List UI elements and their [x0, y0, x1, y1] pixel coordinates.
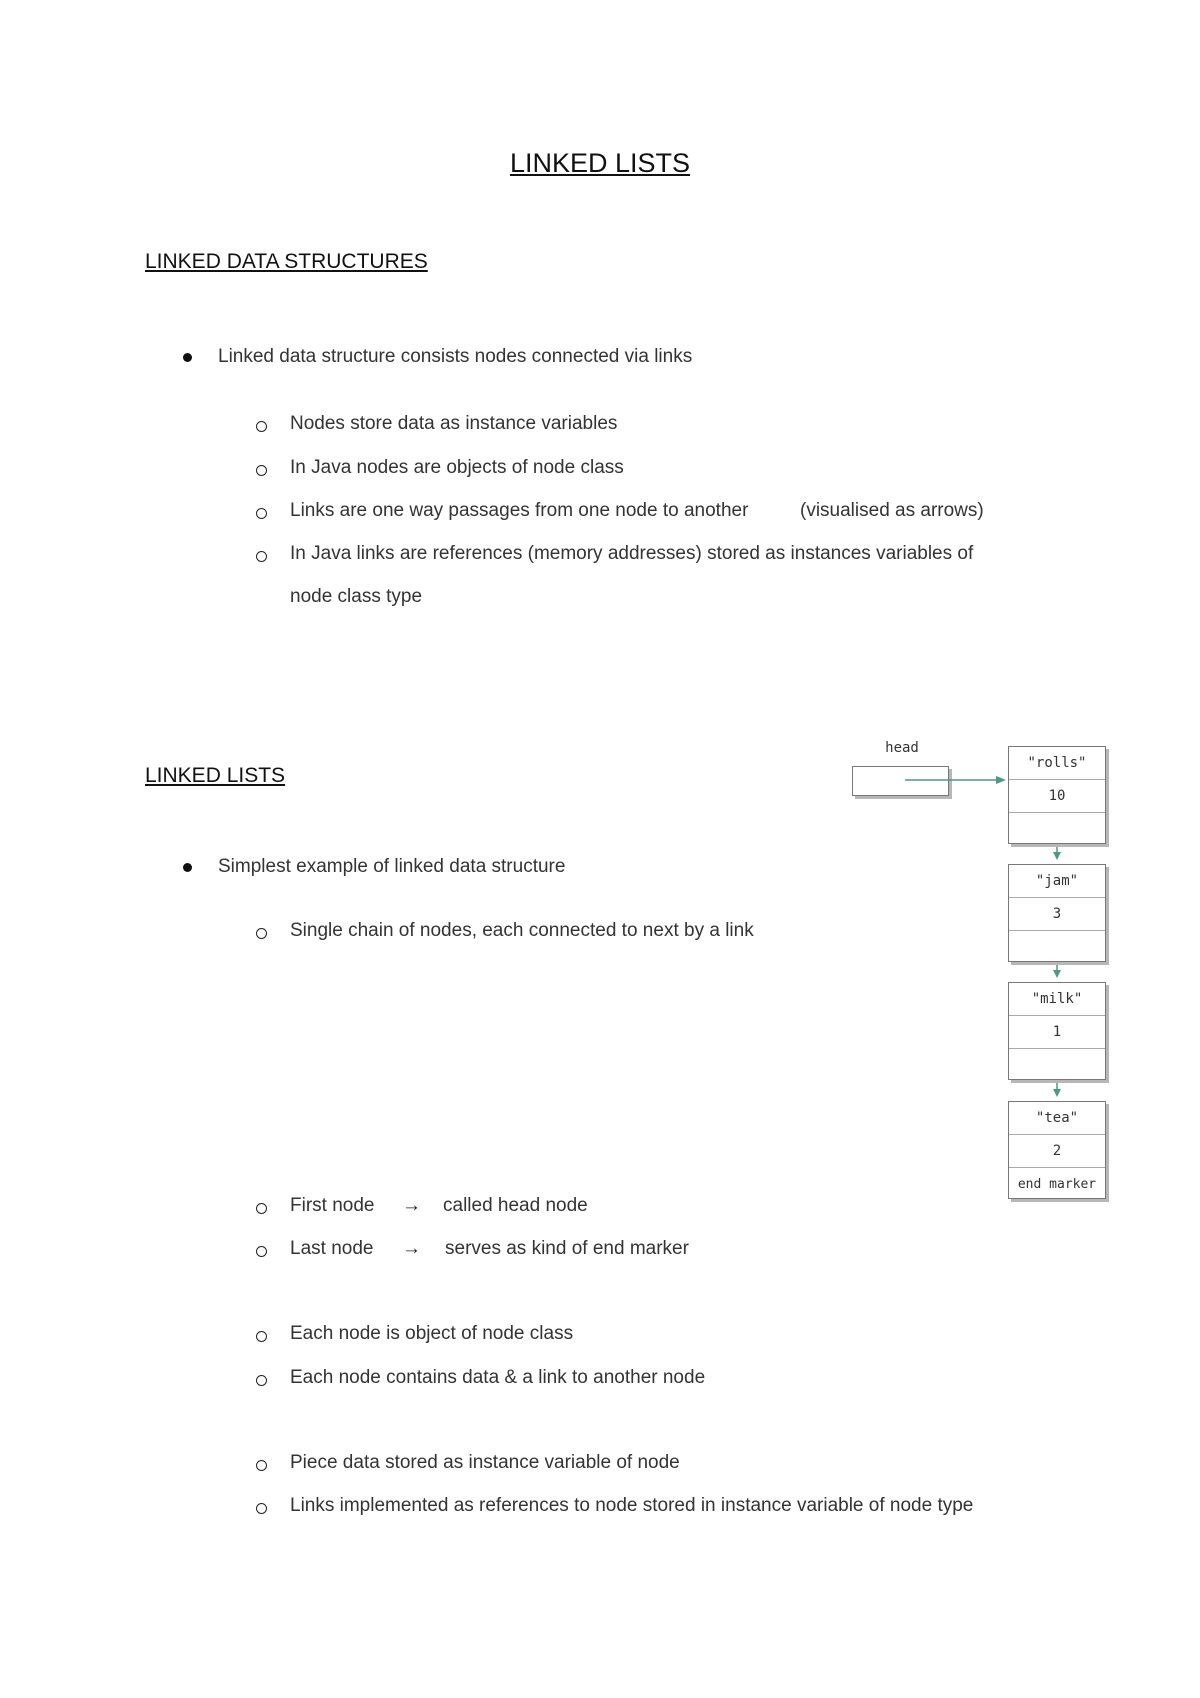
sub-item-text: In Java links are references (memory addresses) stored as instances variables of — [290, 543, 974, 564]
sub-bullet-circle — [256, 551, 267, 562]
sub-bullet-circle — [256, 1203, 267, 1214]
link-arrow-tip-3 — [1053, 1089, 1061, 1097]
sub-bullet-circle — [256, 1331, 267, 1342]
sub-item-text: Nodes store data as instance variables — [290, 413, 618, 434]
sub-item-text: Single chain of nodes, each connected to next by a link — [290, 920, 754, 941]
right-arrow-icon: → — [402, 1238, 421, 1259]
bullet-text: Simplest example of linked data structure — [218, 856, 566, 877]
list-node — [1008, 746, 1106, 844]
first-node-label: First node — [290, 1195, 375, 1216]
node-count: 2 — [1009, 1135, 1105, 1168]
node-link: end marker — [1017, 1176, 1097, 1192]
sub-item-text: Each node is object of node class — [290, 1323, 574, 1344]
sub-item-text: Links are one way passages from one node to another — [290, 500, 749, 521]
bullet-text: Linked data structure consists nodes connected via links — [218, 346, 693, 367]
list-node — [1008, 864, 1106, 962]
section-heading-linked-lists: LINKED LISTS — [145, 764, 286, 787]
sub-bullet-circle — [256, 421, 267, 432]
sub-bullet-circle — [256, 1460, 267, 1471]
link-arrow-tip-1 — [1053, 852, 1061, 860]
sub-bullet-circle — [256, 1503, 267, 1514]
sub-bullet-circle — [256, 465, 267, 476]
bullet-dot — [183, 863, 192, 872]
sub-item-text: Piece data stored as instance variable of node — [290, 1452, 680, 1473]
linked-list-diagram — [840, 738, 1130, 1218]
sub-bullet-circle — [256, 928, 267, 939]
section-heading-linked-data-structures: LINKED DATA STRUCTURES — [145, 250, 428, 273]
first-node-description: called head node — [443, 1195, 588, 1216]
sub-item-continuation: node class type — [290, 586, 423, 607]
sub-item-text: In Java nodes are objects of node class — [290, 457, 624, 478]
list-node — [1008, 1101, 1106, 1199]
list-node — [1008, 982, 1106, 1080]
link-arrow-tip-2 — [1053, 970, 1061, 978]
right-arrow-icon: → — [402, 1195, 421, 1216]
node-name: "jam" — [1009, 865, 1105, 898]
node-name: "tea" — [1009, 1102, 1105, 1135]
last-node-label: Last node — [290, 1238, 374, 1259]
node-name: "milk" — [1009, 983, 1105, 1016]
sub-bullet-circle — [256, 1375, 267, 1386]
node-count: 10 — [1009, 780, 1105, 813]
bullet-dot — [183, 353, 192, 362]
node-count: 3 — [1009, 898, 1105, 931]
node-link — [1009, 813, 1105, 845]
head-label: head — [885, 740, 919, 756]
sub-item-note: (visualised as arrows) — [800, 500, 984, 521]
last-node-description: serves as kind of end marker — [445, 1238, 689, 1259]
sub-bullet-circle — [256, 508, 267, 519]
head-arrow-tip — [996, 776, 1006, 784]
node-link — [1009, 931, 1105, 963]
sub-item-text: Links implemented as references to node stored in instance variable of node type — [290, 1495, 974, 1516]
node-name: "rolls" — [1009, 747, 1105, 780]
node-count: 1 — [1009, 1016, 1105, 1049]
node-link — [1009, 1049, 1105, 1081]
sub-item-text: Each node contains data & a link to another node — [290, 1367, 706, 1388]
sub-bullet-circle — [256, 1246, 267, 1257]
page-title: LINKED LISTS — [509, 148, 691, 178]
